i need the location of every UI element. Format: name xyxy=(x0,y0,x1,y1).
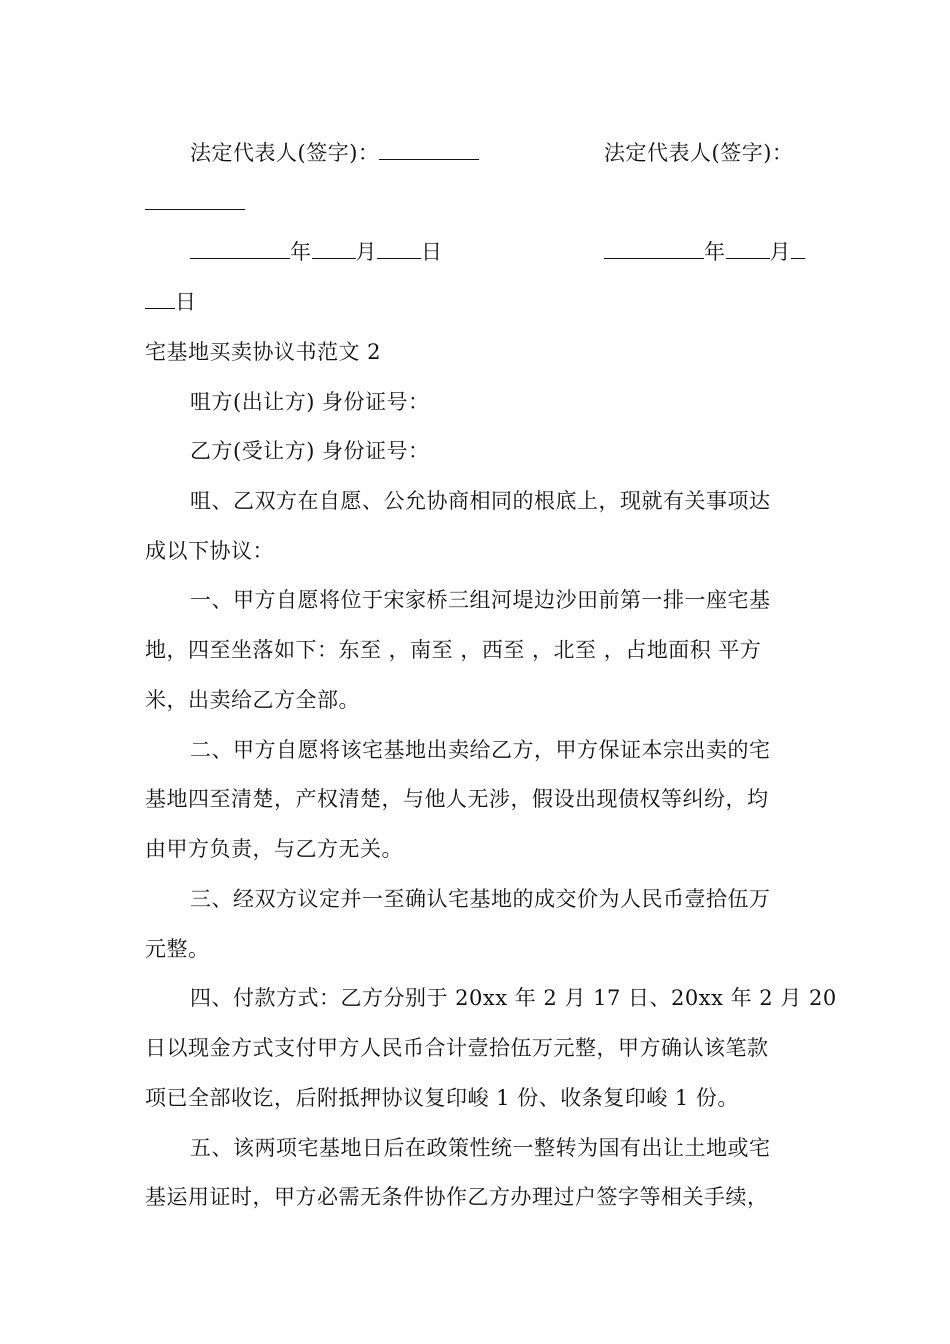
clause-5-line-1: 五、该两项宅基地日后在政策性统一整转为国有出让土地或宅 xyxy=(190,1136,771,1160)
clause-4-line-1: 四、付款方式：乙方分别于 20xx 年 2 月 17 日、20xx 年 2 月 20 xyxy=(190,986,837,1010)
right-signature-blank-wrap xyxy=(145,188,245,218)
right-signature-blank xyxy=(145,189,245,210)
clause-1-line-3: 米，出卖给乙方全部。 xyxy=(145,688,360,712)
right-date-month-blank xyxy=(726,238,770,259)
intro-line-2: 成以下协议： xyxy=(145,539,274,563)
right-date-year-blank xyxy=(604,238,704,259)
left-date-year-blank xyxy=(190,238,290,259)
clause-4-line-2: 日以现金方式支付甲方人民币合计壹拾伍万元整，甲方确认该笔款 xyxy=(145,1036,769,1060)
left-date-month: 月 xyxy=(355,240,377,264)
party-a-line: 咀方(出让方) 身份证号： xyxy=(190,390,430,414)
right-signature-line xyxy=(604,138,793,168)
clause-2-line-3: 由甲方负责，与乙方无关。 xyxy=(145,837,403,861)
right-date-month: 月 xyxy=(769,240,791,264)
clause-4-line-3: 项已全部收讫，后附抵押协议复印峻 1 份、收条复印峻 1 份。 xyxy=(145,1086,739,1110)
left-date-month-blank xyxy=(312,238,356,259)
left-date-day-blank xyxy=(377,238,421,259)
clause-2-line-2: 基地四至清楚，产权清楚，与他人无涉，假设出现债权等纠纷，均 xyxy=(145,787,769,811)
right-date-day-blank-b xyxy=(145,288,175,309)
clause-1-line-2: 地，四至坐落如下：东至 ，南至 ，西至 ，北至 ，占地面积 平方 xyxy=(145,638,762,662)
left-date-day: 日 xyxy=(421,240,443,264)
clause-2-line-1: 二、甲方自愿将该宅基地出卖给乙方，甲方保证本宗出卖的宅 xyxy=(190,738,771,762)
left-date-line xyxy=(190,237,443,267)
left-signature-label: 法定代表人(签字)： xyxy=(190,141,380,165)
party-b-line: 乙方(受让方) 身份证号： xyxy=(190,439,430,463)
right-date-day: 日 xyxy=(175,290,197,314)
intro-line-1: 咀、乙双方在自愿、公允协商相同的根底上，现就有关事项达 xyxy=(190,489,771,513)
right-date-day-line xyxy=(145,287,197,317)
clause-3-line-1: 三、经双方议定并一至确认宅基地的成交价为人民币壹拾伍万 xyxy=(190,887,771,911)
left-date-year: 年 xyxy=(290,240,312,264)
clause-1-line-1: 一、甲方自愿将位于宋家桥三组河堤边沙田前第一排一座宅基 xyxy=(190,588,771,612)
right-date-day-blank-a xyxy=(791,238,805,259)
left-signature-line xyxy=(190,138,479,168)
section-title: 宅基地买卖协议书范文 2 xyxy=(145,340,382,364)
right-signature-label: 法定代表人(签字)： xyxy=(604,141,794,165)
right-date-line xyxy=(604,237,805,267)
left-signature-blank xyxy=(379,139,479,160)
clause-3-line-2: 元整。 xyxy=(145,937,210,961)
clause-5-line-2: 基运用证时，甲方必需无条件协作乙方办理过户签字等相关手续， xyxy=(145,1185,769,1209)
right-date-year: 年 xyxy=(704,240,726,264)
